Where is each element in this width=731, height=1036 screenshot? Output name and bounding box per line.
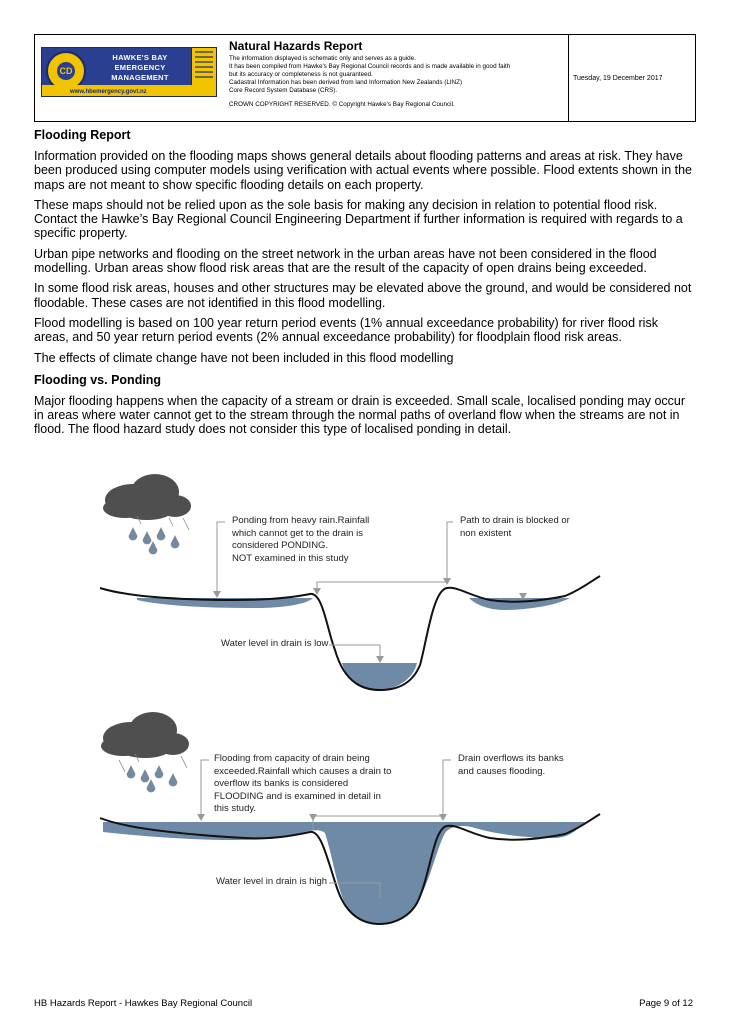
logo-council-list-icon bbox=[191, 48, 216, 87]
logo-title-line1: HAWKE'S BAY bbox=[112, 53, 168, 62]
rain-cloud-icon bbox=[101, 712, 189, 758]
rain-drops-icon bbox=[119, 754, 187, 792]
report-date: Tuesday, 19 December 2017 bbox=[568, 35, 695, 121]
disclaimer-line-4: Cadastral Information has been derived from land Information New Zealands (LINZ) bbox=[229, 79, 463, 86]
drain-water-low bbox=[342, 663, 417, 690]
paragraph: Flood modelling is based on 100 year return period events (1% annual exceedance probability) for river flood risk areas, and 50 year return period events (2% annual exceedance probability) for floodplain flood risk areas. bbox=[34, 315, 658, 345]
drain-overflow-note: Drain overflows its banks and causes flooding. bbox=[458, 753, 564, 777]
report-header bbox=[34, 34, 696, 122]
paragraph: The effects of climate change have not been included in this flood modelling bbox=[34, 350, 454, 365]
report-title: Natural Hazards Report bbox=[229, 39, 363, 53]
path-blocked-note: Path to drain is blocked or non existent bbox=[460, 515, 570, 539]
footer-council: HB Hazards Report - Hawkes Bay Regional Council bbox=[34, 998, 253, 1009]
paragraph: Information provided on the flooding maps shows general details about flooding patterns and areas at risk. They have been produced using computer models using verification with actual events where possible. Flood extents shown in the maps are not meant to show specific flooding details on each property. bbox=[34, 149, 693, 192]
footer-page-number: Page 9 of 12 bbox=[639, 998, 693, 1009]
paragraph: These maps should not be relied upon as the sole basis for making any decision in relation to potential flood risk. Contact the Hawke’s Bay Regional Council Engineering Department if further information is required with regards to a specific property. bbox=[34, 197, 683, 241]
flood-water bbox=[103, 822, 585, 924]
disclaimer-line-3: but its accuracy or completeness is not guaranteed. bbox=[229, 71, 373, 78]
paragraph: In some flood risk areas, houses and other structures may be elevated above the ground, and would be considered not floodable. These cases are not identified in this flood modelling. bbox=[34, 281, 692, 310]
header-info bbox=[223, 35, 568, 121]
logo-url-band bbox=[42, 85, 216, 96]
ponding-diagram bbox=[95, 470, 605, 695]
ponding-water-right bbox=[469, 598, 570, 610]
disclaimer-line-5: Core Record System Database (CRS). bbox=[229, 87, 338, 94]
logo-badge-text: CD bbox=[57, 62, 75, 80]
hb-emergency-management-logo bbox=[41, 47, 217, 97]
ponding-diagram-graphic bbox=[95, 470, 605, 695]
flooding-diagram-graphic bbox=[95, 708, 605, 933]
logo-url: www.hbemergency.govt.nz bbox=[70, 89, 147, 95]
paragraph: Urban pipe networks and flooding on the street network in the urban areas have not been considered in the flood modelling. Urban areas show flood risk areas that are the result of the capacity of open drains being exceeded. bbox=[34, 246, 657, 276]
report-content bbox=[34, 128, 696, 443]
flooding-vs-ponding-heading: Flooding vs. Ponding bbox=[34, 372, 162, 387]
disclaimer-line-1: The information displayed is schematic only and serves as a guide. bbox=[229, 55, 416, 62]
logo-cell bbox=[35, 35, 223, 121]
ponding-note: Ponding from heavy rain.Rainfall which cannot get to the drain is considered PONDING. NOT examined in this study bbox=[232, 515, 370, 564]
paragraph: Major flooding happens when the capacity of a stream or drain is exceeded. Small scale, localised ponding may occur in areas where water cannot get to the stream through the normal paths of overland flow when the streams are not in flood. The flood hazard study does not consider this type of localised ponding in detail. bbox=[34, 393, 686, 437]
rain-cloud-icon bbox=[103, 474, 191, 520]
disclaimer-line-2: It has been compiled from Hawke's Bay Regional Council records and is made available in good faith bbox=[229, 63, 511, 70]
water-level-low-note: Water level in drain is low bbox=[221, 638, 329, 649]
copyright: CROWN COPYRIGHT RESERVED. © Copyright Hawke's Bay Regional Council. bbox=[229, 101, 455, 108]
flooding-note: Flooding from capacity of drain being exceeded.Rainfall which causes a drain to overflow its banks is considered FLOODING and is examined in detail in this study. bbox=[214, 753, 392, 814]
logo-title-line2: EMERGENCY MANAGEMENT bbox=[111, 63, 169, 82]
rain-drops-icon bbox=[129, 516, 189, 554]
water-level-high-note: Water level in drain is high bbox=[216, 876, 328, 887]
flooding-report-heading: Flooding Report bbox=[34, 128, 131, 142]
flooding-diagram bbox=[95, 708, 605, 933]
logo-title bbox=[90, 53, 190, 83]
